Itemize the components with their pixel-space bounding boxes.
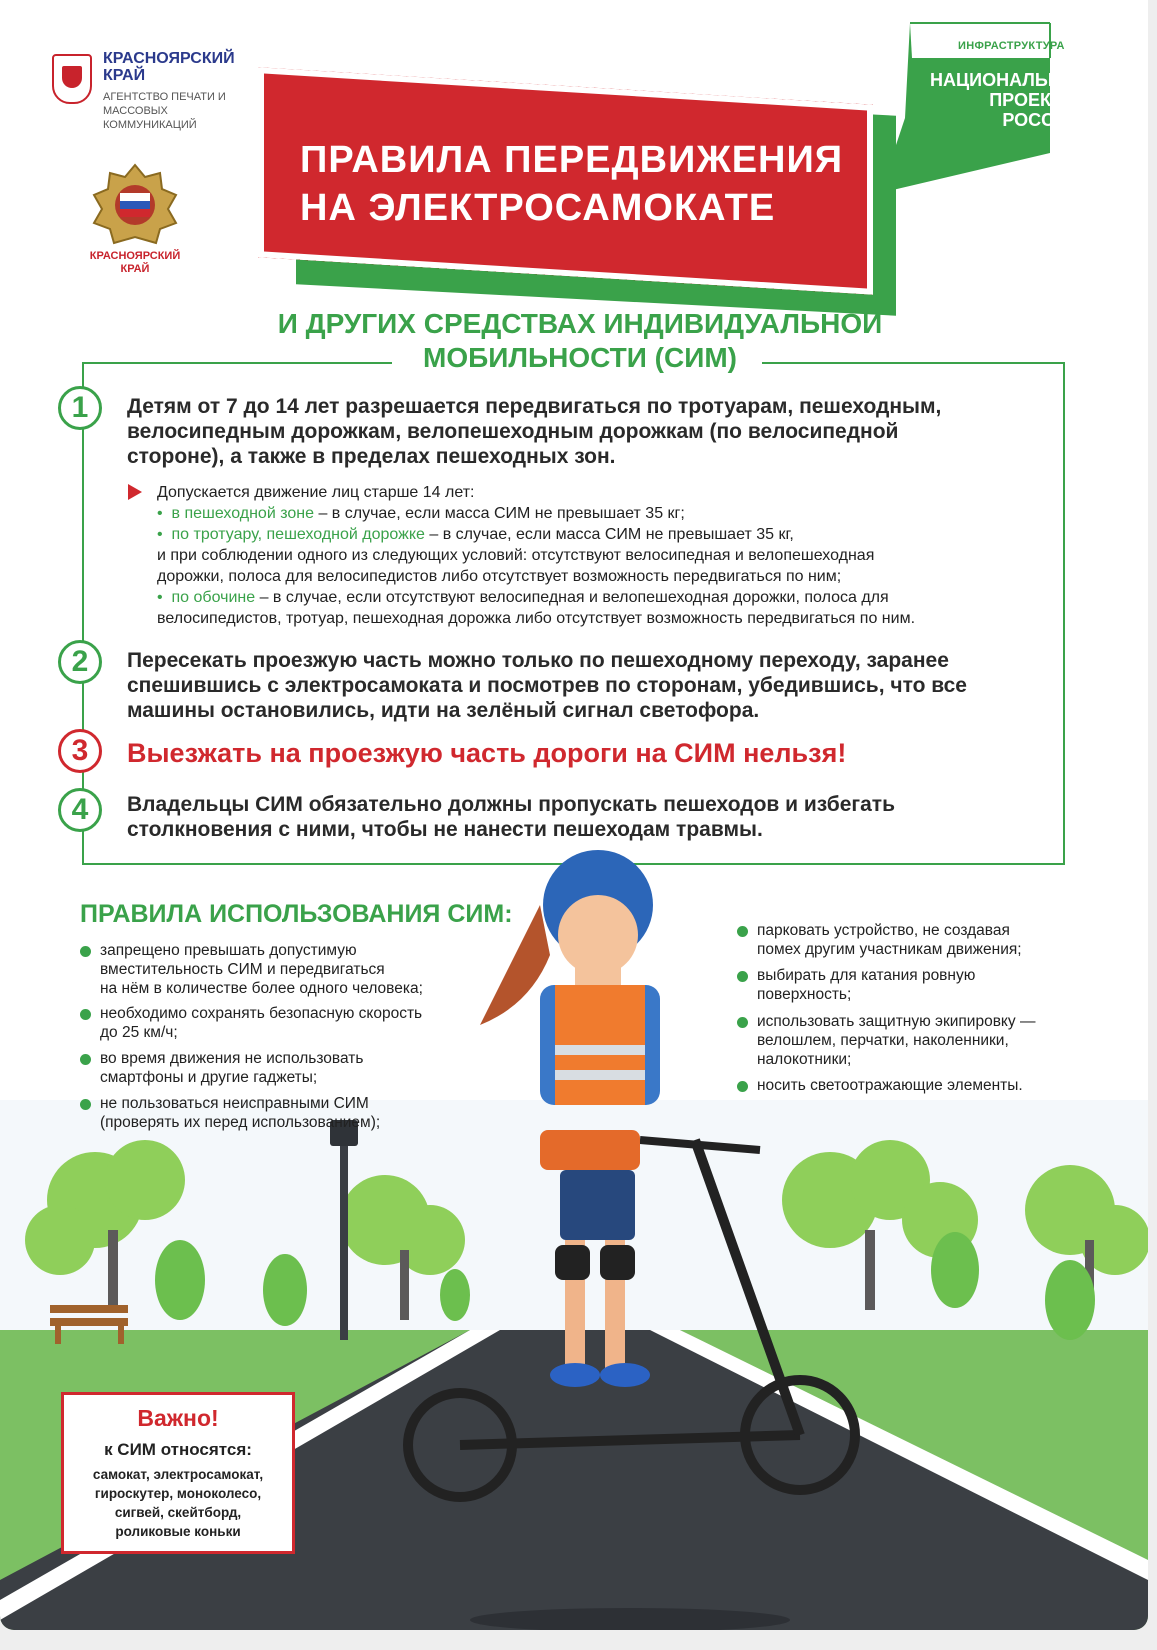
np-category: ИНФРАСТРУКТУРА — [958, 40, 1065, 52]
usage-rule-item — [757, 966, 975, 1004]
usage-rules-title: ПРАВИЛА ИСПОЛЬЗОВАНИЯ СИМ: — [80, 900, 513, 928]
title-line-1: ПРАВИЛА ПЕРЕДВИЖЕНИЯ — [300, 139, 844, 181]
usage-rule-line: вместительность СИМ и передвигаться — [100, 961, 385, 978]
usage-rule-item — [757, 921, 1022, 959]
condition-text: и при соблюдении одного из следующих условий: отсутствуют велосипедная и велопешеходная — [157, 547, 875, 564]
girl-illustration — [480, 845, 740, 1105]
usage-rule-line: помех другим участникам движения; — [757, 941, 1022, 958]
usage-rule-line: до 25 км/ч; — [100, 1024, 178, 1041]
important-title: Важно! — [137, 1405, 219, 1431]
condition-label: по тротуару, пешеходной дорожке — [171, 526, 425, 543]
usage-rule-item — [100, 1049, 363, 1087]
page-title — [300, 136, 843, 232]
rule-1-line: велосипедным дорожкам, велопешеходным дорожкам (по велосипедной — [127, 420, 899, 443]
usage-rule-line: парковать устройство, не создавая — [757, 922, 1010, 939]
bullet-icon: • — [157, 589, 172, 606]
subtitle-line-2: МОБИЛЬНОСТИ (СИМ) — [423, 342, 737, 373]
usage-rule-line: велошлем, перчатки, наколенники, — [757, 1032, 1009, 1049]
usage-rule-line: смартфоны и другие гаджеты; — [100, 1069, 318, 1086]
rule-4-line: столкновения с ними, чтобы не нанести пешеходам травмы. — [127, 818, 763, 841]
condition-label: в пешеходной зоне — [171, 505, 314, 522]
rule-2-line: машины остановились, идти на зелёный сигнал светофора. — [127, 699, 760, 722]
rules-box-border — [82, 362, 392, 364]
usage-rule-item — [100, 1004, 422, 1042]
usage-rule-item — [757, 1012, 1035, 1069]
usage-rule-line: поверхность; — [757, 986, 852, 1003]
rule-2-line: спешившись с электросамоката и посмотрев по сторонам, убедившись, что все — [127, 674, 967, 697]
agency-subtitle: АГЕНТСТВО ПЕЧАТИ И МАССОВЫХ КОММУНИКАЦИЙ — [103, 91, 226, 131]
condition-label: по обочине — [171, 589, 256, 606]
traffic-police-label: КРАСНОЯРСКИЙ КРАЙ — [89, 250, 181, 275]
np-title: НАЦИОНАЛЬНЫЕ ПРОЕКТЫ РОССИИ — [930, 70, 1091, 130]
important-box — [61, 1392, 295, 1554]
condition-text: – в случае, если отсутствуют велосипедная и велопешеходная дорожки, полоса для — [255, 589, 889, 606]
lamp-post — [340, 1140, 348, 1340]
condition-text: – в случае, если масса СИМ не превышает 35 кг, — [424, 526, 794, 543]
region-name: КРАСНОЯРСКИЙ КРАЙ — [103, 50, 235, 84]
usage-rule-item — [100, 1094, 380, 1132]
rule-number-4: 4 — [58, 788, 102, 832]
usage-rule-line: не пользоваться неисправными СИМ — [100, 1095, 369, 1112]
condition-text: дорожки, полоса для велосипедистов либо отсутствует возможность передвигаться по ним; — [157, 568, 842, 585]
important-subtitle: к СИМ относятся: — [104, 1440, 252, 1459]
condition-sidewalk — [157, 524, 794, 545]
usage-rule-line: (проверять их перед использованием); — [100, 1114, 381, 1131]
important-line: самокат, электросамокат, — [92, 1467, 264, 1482]
important-line: гироскутер, моноколесо, — [94, 1486, 262, 1501]
usage-rule-line: на нём в количестве более одного человека; — [100, 980, 423, 997]
usage-rule-line: носить светоотражающие элементы. — [757, 1077, 1023, 1094]
important-line: сигвей, скейтборд, — [114, 1505, 242, 1520]
age-14-heading: Допускается движение лиц старше 14 лет: — [157, 484, 475, 501]
rule-1-line: стороне), а также в пределах пешеходных зон. — [127, 445, 616, 468]
condition-pedestrian-zone — [157, 503, 685, 524]
coat-of-arms-icon — [52, 54, 92, 104]
rule-4-text — [127, 792, 895, 842]
rule-number-1: 1 — [58, 386, 102, 430]
subtitle-line-1: И ДРУГИХ СРЕДСТВАХ ИНДИВИДУАЛЬНОЙ — [277, 308, 883, 339]
rule-2-line: Пересекать проезжую часть можно только по пешеходному переходу, заранее — [127, 649, 949, 672]
bullet-icon: • — [157, 505, 172, 522]
important-list — [74, 1465, 282, 1541]
condition-text: – в случае, если масса СИМ не превышает 35 кг; — [314, 505, 685, 522]
rule-3-text: Выезжать на проезжую часть дороги на СИМ нельзя! — [127, 738, 847, 768]
rule-number-3: 3 — [58, 729, 102, 773]
usage-rule-line: использовать защитную экипировку — — [757, 1013, 1036, 1030]
rule-1-line: Детям от 7 до 14 лет разрешается передвигаться по тротуарам, пешеходным, — [127, 395, 942, 418]
condition-shoulder — [157, 587, 889, 608]
condition-text: велосипедистов, тротуар, пешеходная дорожка либо отсутствует возможность передвигаться по ним. — [157, 610, 916, 627]
rule-4-line: Владельцы СИМ обязательно должны пропускать пешеходов и избегать — [127, 793, 895, 816]
usage-rule-line: запрещено превышать допустимую — [100, 942, 357, 959]
usage-rule-line: необходимо сохранять безопасную скорость — [100, 1005, 423, 1022]
usage-rule-line: во время движения не использовать — [100, 1050, 364, 1067]
usage-rule-item — [100, 941, 423, 998]
arrow-right-icon — [128, 484, 142, 500]
rule-number-2: 2 — [58, 640, 102, 684]
bullet-icon: • — [157, 526, 172, 543]
traffic-police-emblem-icon — [90, 163, 180, 245]
usage-rule-item — [757, 1076, 1023, 1095]
rule-1-text — [127, 394, 941, 469]
important-line: роликовые коньки — [115, 1524, 241, 1539]
rule-2-text — [127, 648, 967, 723]
usage-rule-line: выбирать для катания ровную — [757, 967, 976, 984]
rules-box-border — [762, 362, 1065, 364]
title-line-2: НА ЭЛЕКТРОСАМОКАТЕ — [300, 187, 776, 229]
usage-rule-line: налокотники; — [757, 1051, 852, 1068]
